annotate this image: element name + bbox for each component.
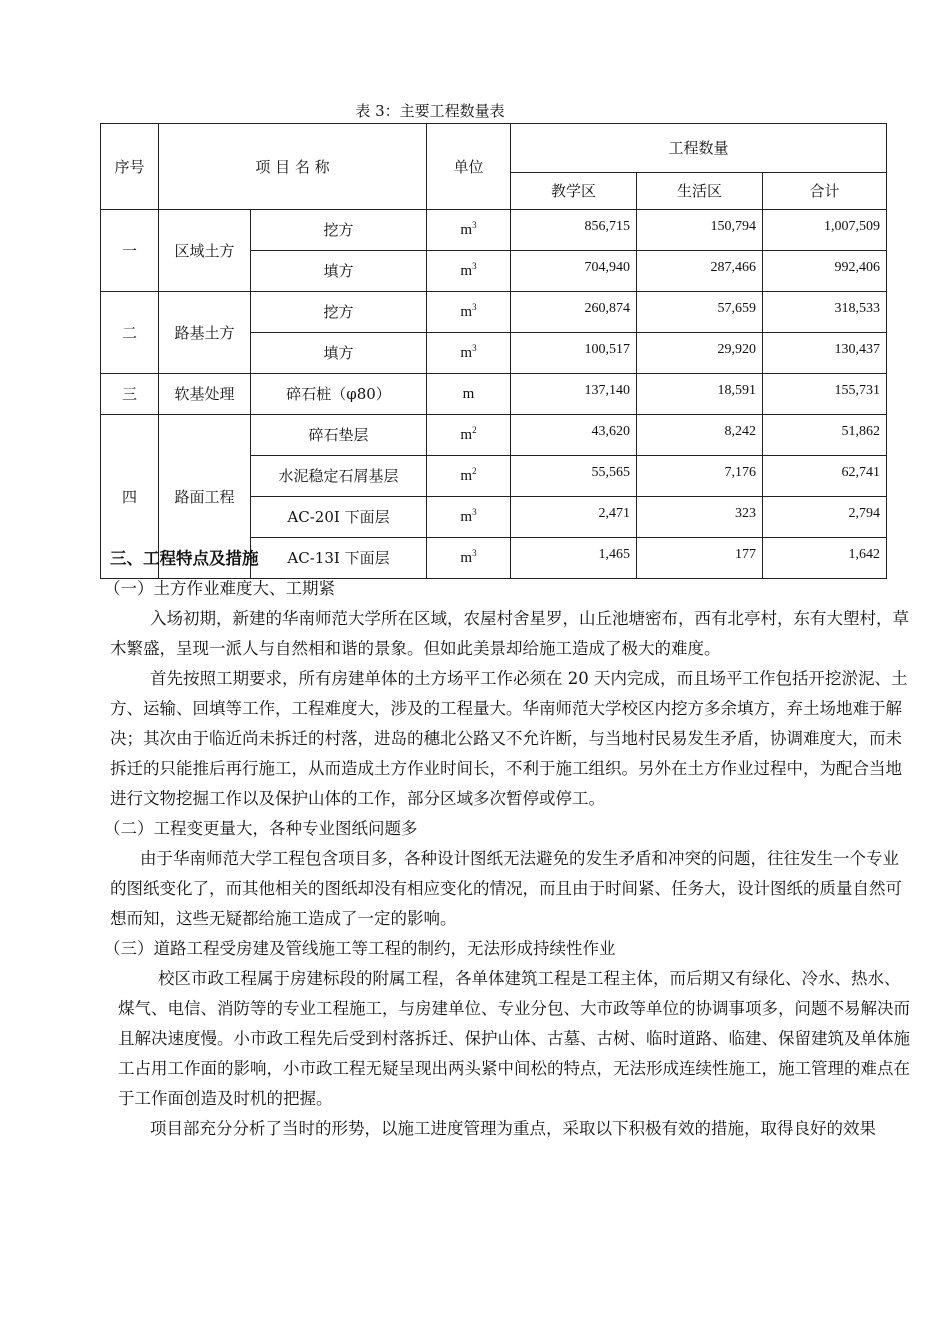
row-living-value: 29,920 xyxy=(637,333,763,374)
row-living-value: 8,242 xyxy=(637,415,763,456)
paragraph-4: 校区市政工程属于房建标段的附属工程，各单体建筑工程是工程主体，而后期又有绿化、冷水、热水、煤气、电信、消防等的专业工程施工，与房建单位、专业分包、大市政等单位的协调事项多，问题不易解决而且解决速度慢。小市政工程先后受到村落拆迁、保护山体、古墓、古树、临时道路、临建、保留建筑及单体施工占用工作面的影响，小市政工程无疑呈现出两头紧中间松的特点，无法形成连续性施工，施工管理的难点在于工作面创造及时机的把握。 xyxy=(118,969,910,1108)
table-row xyxy=(101,415,887,456)
row-unit xyxy=(427,415,511,456)
row-index: 三 xyxy=(101,374,159,415)
unit-exponent: 3 xyxy=(472,302,477,312)
row-category: 路面工程 xyxy=(159,415,251,579)
quantity-table-body xyxy=(101,124,887,579)
row-teaching-value: 260,874 xyxy=(511,292,637,333)
unit-symbol: m xyxy=(460,263,473,279)
row-unit xyxy=(427,374,511,415)
row-total-value: 2,794 xyxy=(763,497,887,538)
section-title: 三、工程特点及措施 xyxy=(110,549,259,568)
header-index: 序号 xyxy=(101,124,159,210)
row-living-value: 287,466 xyxy=(637,251,763,292)
row-category: 区域土方 xyxy=(159,210,251,292)
row-teaching-value: 137,140 xyxy=(511,374,637,415)
row-total-value: 318,533 xyxy=(763,292,887,333)
row-index: 一 xyxy=(101,210,159,292)
row-unit xyxy=(427,456,511,497)
row-item: AC-20I 下面层 xyxy=(251,497,427,538)
row-living-value: 57,659 xyxy=(637,292,763,333)
unit-symbol: m xyxy=(460,304,473,320)
unit-exponent: 3 xyxy=(472,220,477,230)
subsection-2-title: （二）工程变更量大，各种专业图纸问题多 xyxy=(104,819,418,838)
row-living-value: 18,591 xyxy=(637,374,763,415)
header-teaching: 教学区 xyxy=(511,173,637,210)
paragraph-3: 由于华南师范大学工程包含项目多，各种设计图纸无法避免的发生矛盾和冲突的问题，往往发生一个专业的图纸变化了，而其他相关的图纸却没有相应变化的情况，而且由于时间紧、任务大，设计图纸的质量自然可想而知，这些无疑都给施工造成了一定的影响。 xyxy=(110,849,902,928)
quantity-table xyxy=(100,123,887,579)
row-living-value: 177 xyxy=(637,538,763,579)
unit-symbol: m xyxy=(460,222,473,238)
row-index: 二 xyxy=(101,292,159,374)
unit-exponent: 3 xyxy=(472,507,477,517)
row-teaching-value: 1,465 xyxy=(511,538,637,579)
unit-symbol: m xyxy=(460,345,473,361)
row-unit xyxy=(427,210,511,251)
row-item: 水泥稳定石屑基层 xyxy=(251,456,427,497)
table-row xyxy=(101,292,887,333)
subsection-3-title: （三）道路工程受房建及管线施工等工程的制约，无法形成持续性作业 xyxy=(104,939,616,958)
row-total-value: 130,437 xyxy=(763,333,887,374)
row-total-value: 62,741 xyxy=(763,456,887,497)
table-caption: 表 3：主要工程数量表 xyxy=(355,102,505,120)
row-total-value: 51,862 xyxy=(763,415,887,456)
row-category: 软基处理 xyxy=(159,374,251,415)
row-unit xyxy=(427,292,511,333)
row-unit xyxy=(427,333,511,374)
paragraph-5: 项目部充分分析了当时的形势，以施工进度管理为重点，采取以下积极有效的措施，取得良好的效果 xyxy=(150,1119,876,1138)
unit-symbol: m xyxy=(460,550,473,566)
row-item: 填方 xyxy=(251,251,427,292)
row-item: 碎石桩（φ80） xyxy=(251,374,427,415)
header-total: 合计 xyxy=(763,173,887,210)
document-body xyxy=(104,544,910,1144)
unit-symbol: m xyxy=(462,386,475,402)
row-item: 填方 xyxy=(251,333,427,374)
unit-symbol: m xyxy=(460,509,473,525)
table-row xyxy=(101,374,887,415)
row-teaching-value: 2,471 xyxy=(511,497,637,538)
row-teaching-value: 55,565 xyxy=(511,456,637,497)
row-total-value: 992,406 xyxy=(763,251,887,292)
row-total-value: 1,007,509 xyxy=(763,210,887,251)
row-teaching-value: 43,620 xyxy=(511,415,637,456)
header-unit: 单位 xyxy=(427,124,511,210)
unit-exponent: 2 xyxy=(472,425,477,435)
unit-exponent: 3 xyxy=(472,343,477,353)
unit-exponent: 3 xyxy=(472,261,477,271)
row-living-value: 323 xyxy=(637,497,763,538)
row-living-value: 7,176 xyxy=(637,456,763,497)
row-item: 挖方 xyxy=(251,292,427,333)
paragraph-1: 入场初期，新建的华南师范大学所在区域，农屋村舍星罗，山丘池塘密布，西有北亭村，东有大塱村，草木繁盛，呈现一派人与自然相和谐的景象。但如此美景却给施工造成了极大的难度。 xyxy=(110,609,909,658)
unit-symbol: m xyxy=(460,468,473,484)
row-item: AC-13I 下面层 xyxy=(251,538,427,579)
row-item: 挖方 xyxy=(251,210,427,251)
row-unit xyxy=(427,251,511,292)
row-item: 碎石垫层 xyxy=(251,415,427,456)
table-row xyxy=(101,210,887,251)
row-teaching-value: 856,715 xyxy=(511,210,637,251)
unit-symbol: m xyxy=(460,427,473,443)
row-unit xyxy=(427,497,511,538)
row-teaching-value: 704,940 xyxy=(511,251,637,292)
paragraph-2: 首先按照工期要求，所有房建单体的土方场平工作必须在 20 天内完成，而且场平工作包括开挖淤泥、土方、运输、回填等工作，工程难度大，涉及的工程量大。华南师范大学校区内挖方多余填方，弃土场地难于解决；其次由于临近尚未拆迁的村落，进岛的穗北公路又不允许断，与当地村民易发生矛盾，协调难度大，而未拆迁的只能推后再行施工，从而造成土方作业时间长，不利于施工组织。另外在土方作业过程中，为配合当地进行文物挖掘工作以及保护山体的工作，部分区域多次暂停或停工。 xyxy=(110,669,908,808)
row-total-value: 155,731 xyxy=(763,374,887,415)
unit-exponent: 3 xyxy=(472,548,477,558)
subsection-1-title: （一）土方作业难度大、工期紧 xyxy=(104,579,335,598)
unit-exponent: 2 xyxy=(472,466,477,476)
row-living-value: 150,794 xyxy=(637,210,763,251)
header-name: 项 目 名 称 xyxy=(159,124,427,210)
header-living: 生活区 xyxy=(637,173,763,210)
row-category: 路基土方 xyxy=(159,292,251,374)
header-quantity: 工程数量 xyxy=(511,124,887,173)
row-total-value: 1,642 xyxy=(763,538,887,579)
row-teaching-value: 100,517 xyxy=(511,333,637,374)
row-index: 四 xyxy=(101,415,159,579)
